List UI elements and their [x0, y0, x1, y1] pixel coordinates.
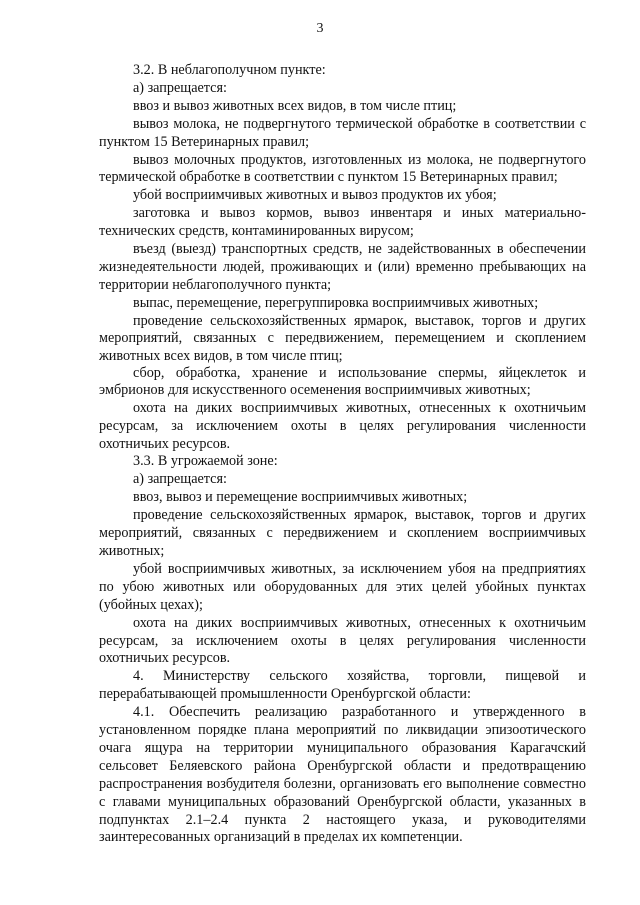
page-number: 3 [316, 21, 324, 36]
section-heading-3-3: 3.3. В угрожаемой зоне: [133, 453, 278, 470]
document-body [99, 62, 586, 847]
subitem-a-prohibited: а) запрещается: [133, 79, 227, 96]
paragraph: ввоз, вывоз и перемещение восприимчивых животных; [133, 489, 468, 506]
paragraph: сбор, обработка, хранение и использование спермы, яйцеклеток и эмбрионов для искусственного осеменения восприимчивых животных; [99, 364, 586, 399]
paragraph: выпас, перемещение, перегруппировка восприимчивых животных; [133, 294, 539, 311]
paragraph: охота на диких восприимчивых животных, отнесенных к охотничьим ресурсам, за исключением охоты в целях регулирования численности охотничьих ресурсов. [99, 399, 586, 452]
subitem-a-prohibited: а) запрещается: [133, 471, 227, 488]
paragraph: заготовка и вывоз кормов, вывоз инвентаря и иных материально-технических средств, контаминированных вирусом; [99, 205, 586, 240]
paragraph: 4.1. Обеспечить реализацию разработанного и утвержденного в установленном порядке плана мероприятий по ликвидации эпизоотического очага ящура на территории муниципального образования Карагачский сельсовет Беляевского района Оренбургской области и предотвращению распространения возбудителя болезни, организовать его выполнение совместно с главами муниципальных образований Оренбургской области, указанных в подпунктах 2.1–2.4 пункта 2 настоящего указа, и руководителями заинтересованных организаций в пределах их компетенции. [99, 704, 586, 846]
section-heading-4: 4. Министерству сельского хозяйства, торговли, пищевой и перерабатывающей промышленности Оренбургской области: [99, 668, 586, 703]
section-heading-3-2: 3.2. В неблагополучном пункте: [133, 62, 326, 78]
paragraph: убой восприимчивых животных, за исключением убоя на предприятиях по убою животных или оборудованных для этих целей убойных пунктах (убойных цехах); [99, 560, 586, 613]
paragraph: въезд (выезд) транспортных средств, не задействованных в обеспечении жизнедеятельности людей, проживающих и (или) временно пребывающих на территории неблагополучного пункта; [99, 241, 586, 293]
paragraph: ввоз и вывоз животных всех видов, в том числе птиц; [133, 97, 457, 114]
paragraph: вывоз молочных продуктов, изготовленных из молока, не подвергнутого термической обработке в соответствии с пунктом 15 Ветеринарных правил; [99, 151, 586, 186]
paragraph: охота на диких восприимчивых животных, отнесенных к охотничьим ресурсам, за исключением охоты в целях регулирования численности охотничьих ресурсов. [99, 614, 586, 667]
paragraph: убой восприимчивых животных и вывоз продуктов их убоя; [133, 187, 497, 204]
paragraph: проведение сельскохозяйственных ярмарок, выставок, торгов и других мероприятий, связанных с передвижением и скоплением восприимчивых животных; [99, 507, 586, 559]
paragraph: вывоз молока, не подвергнутого термической обработке в соответствии с пунктом 15 Ветеринарных правил; [99, 115, 586, 150]
paragraph: проведение сельскохозяйственных ярмарок, выставок, торгов и других мероприятий, связанных с передвижением, перемещением и скоплением животных всех видов, в том числе птиц; [99, 312, 586, 364]
